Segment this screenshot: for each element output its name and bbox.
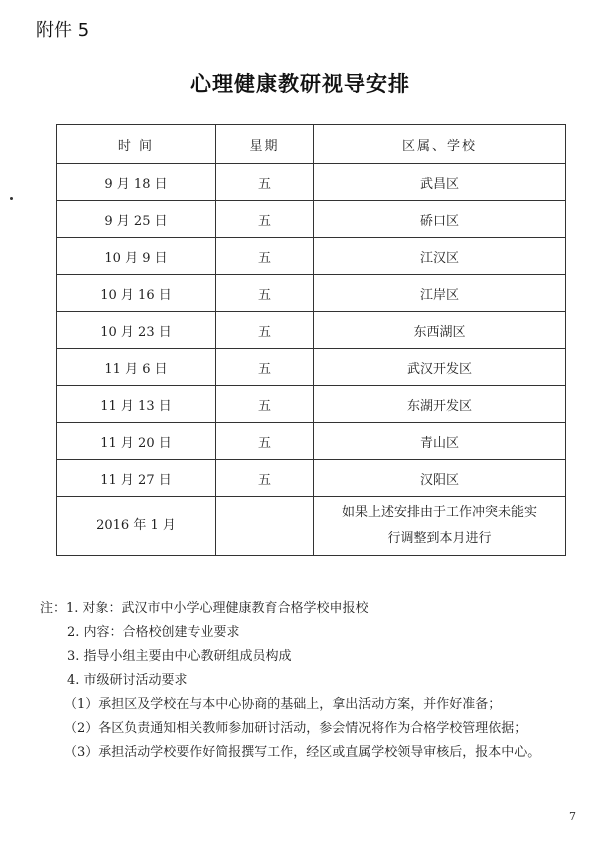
column-header-time: 时 间 <box>57 125 216 164</box>
note-item: 3. 指导小组主要由中心教研组成员构成 <box>67 649 292 664</box>
date-cell: 9 月 18 日 <box>57 164 216 201</box>
district-cell: 东西湖区 <box>314 312 566 349</box>
weekday-cell: 五 <box>216 164 314 201</box>
date-cell: 11 月 13 日 <box>57 386 216 423</box>
table-row-rescheduling <box>57 497 566 556</box>
column-header-district: 区属、学校 <box>314 125 566 164</box>
district-cell: 武汉开发区 <box>314 349 566 386</box>
date-cell: 9 月 25 日 <box>57 201 216 238</box>
district-cell: 武昌区 <box>314 164 566 201</box>
weekday-cell: 五 <box>216 423 314 460</box>
table-row <box>57 275 566 312</box>
weekday-cell: 五 <box>216 275 314 312</box>
rescheduling-note-line: 如果上述安排由于工作冲突未能实 <box>341 505 537 520</box>
table-row <box>57 238 566 275</box>
district-cell: 江岸区 <box>314 275 566 312</box>
note-item <box>40 599 585 623</box>
weekday-cell: 五 <box>216 349 314 386</box>
district-cell: 汉阳区 <box>314 460 566 497</box>
note-item-text: 1. 对象：武汉市中小学心理健康教育合格学校申报校 <box>66 601 369 616</box>
date-cell: 10 月 16 日 <box>57 275 216 312</box>
district-cell: 青山区 <box>314 423 566 460</box>
notes-prefix: 注： <box>40 601 67 616</box>
weekday-cell: 五 <box>216 386 314 423</box>
attachment-label: 附件 5 <box>36 20 90 41</box>
schedule-table <box>56 124 566 556</box>
date-cell: 10 月 9 日 <box>57 238 216 275</box>
page-number: 7 <box>569 810 576 823</box>
district-cell: 硚口区 <box>314 201 566 238</box>
table-row <box>57 164 566 201</box>
scan-speck <box>10 197 13 200</box>
note-sub-item: （1）承担区及学校在与本中心协商的基础上，拿出活动方案，并作好准备； <box>64 697 502 712</box>
rescheduling-note-line: 行调整到本月进行 <box>387 531 492 546</box>
table-row <box>57 423 566 460</box>
weekday-cell: 五 <box>216 238 314 275</box>
note-item: 4. 市级研讨活动要求 <box>67 673 188 688</box>
note-sub-item: （3）承担活动学校要作好简报撰写工作，经区或直属学校领导审核后，报本中心。 <box>64 745 541 760</box>
district-cell: 江汉区 <box>314 238 566 275</box>
column-header-weekday: 星期 <box>216 125 314 164</box>
date-cell: 11 月 27 日 <box>57 460 216 497</box>
table-row <box>57 386 566 423</box>
page-title: 心理健康教研视导安排 <box>190 72 410 96</box>
table-row <box>57 349 566 386</box>
table-row <box>57 312 566 349</box>
note-sub-item: （2）各区负责通知相关教师参加研讨活动，参会情况将作为合格学校管理依据； <box>64 721 528 736</box>
notes-section <box>40 599 585 767</box>
weekday-cell: 五 <box>216 312 314 349</box>
weekday-cell-empty <box>216 497 314 556</box>
date-cell: 11 月 20 日 <box>57 423 216 460</box>
district-cell: 东湖开发区 <box>314 386 566 423</box>
weekday-cell: 五 <box>216 201 314 238</box>
date-cell: 10 月 23 日 <box>57 312 216 349</box>
weekday-cell: 五 <box>216 460 314 497</box>
rescheduling-note-cell <box>314 497 566 556</box>
table-row <box>57 201 566 238</box>
note-item: 2. 内容：合格校创建专业要求 <box>67 625 240 640</box>
date-cell: 2016 年 1 月 <box>57 497 216 556</box>
date-cell: 11 月 6 日 <box>57 349 216 386</box>
table-row <box>57 460 566 497</box>
table-header-row <box>57 125 566 164</box>
